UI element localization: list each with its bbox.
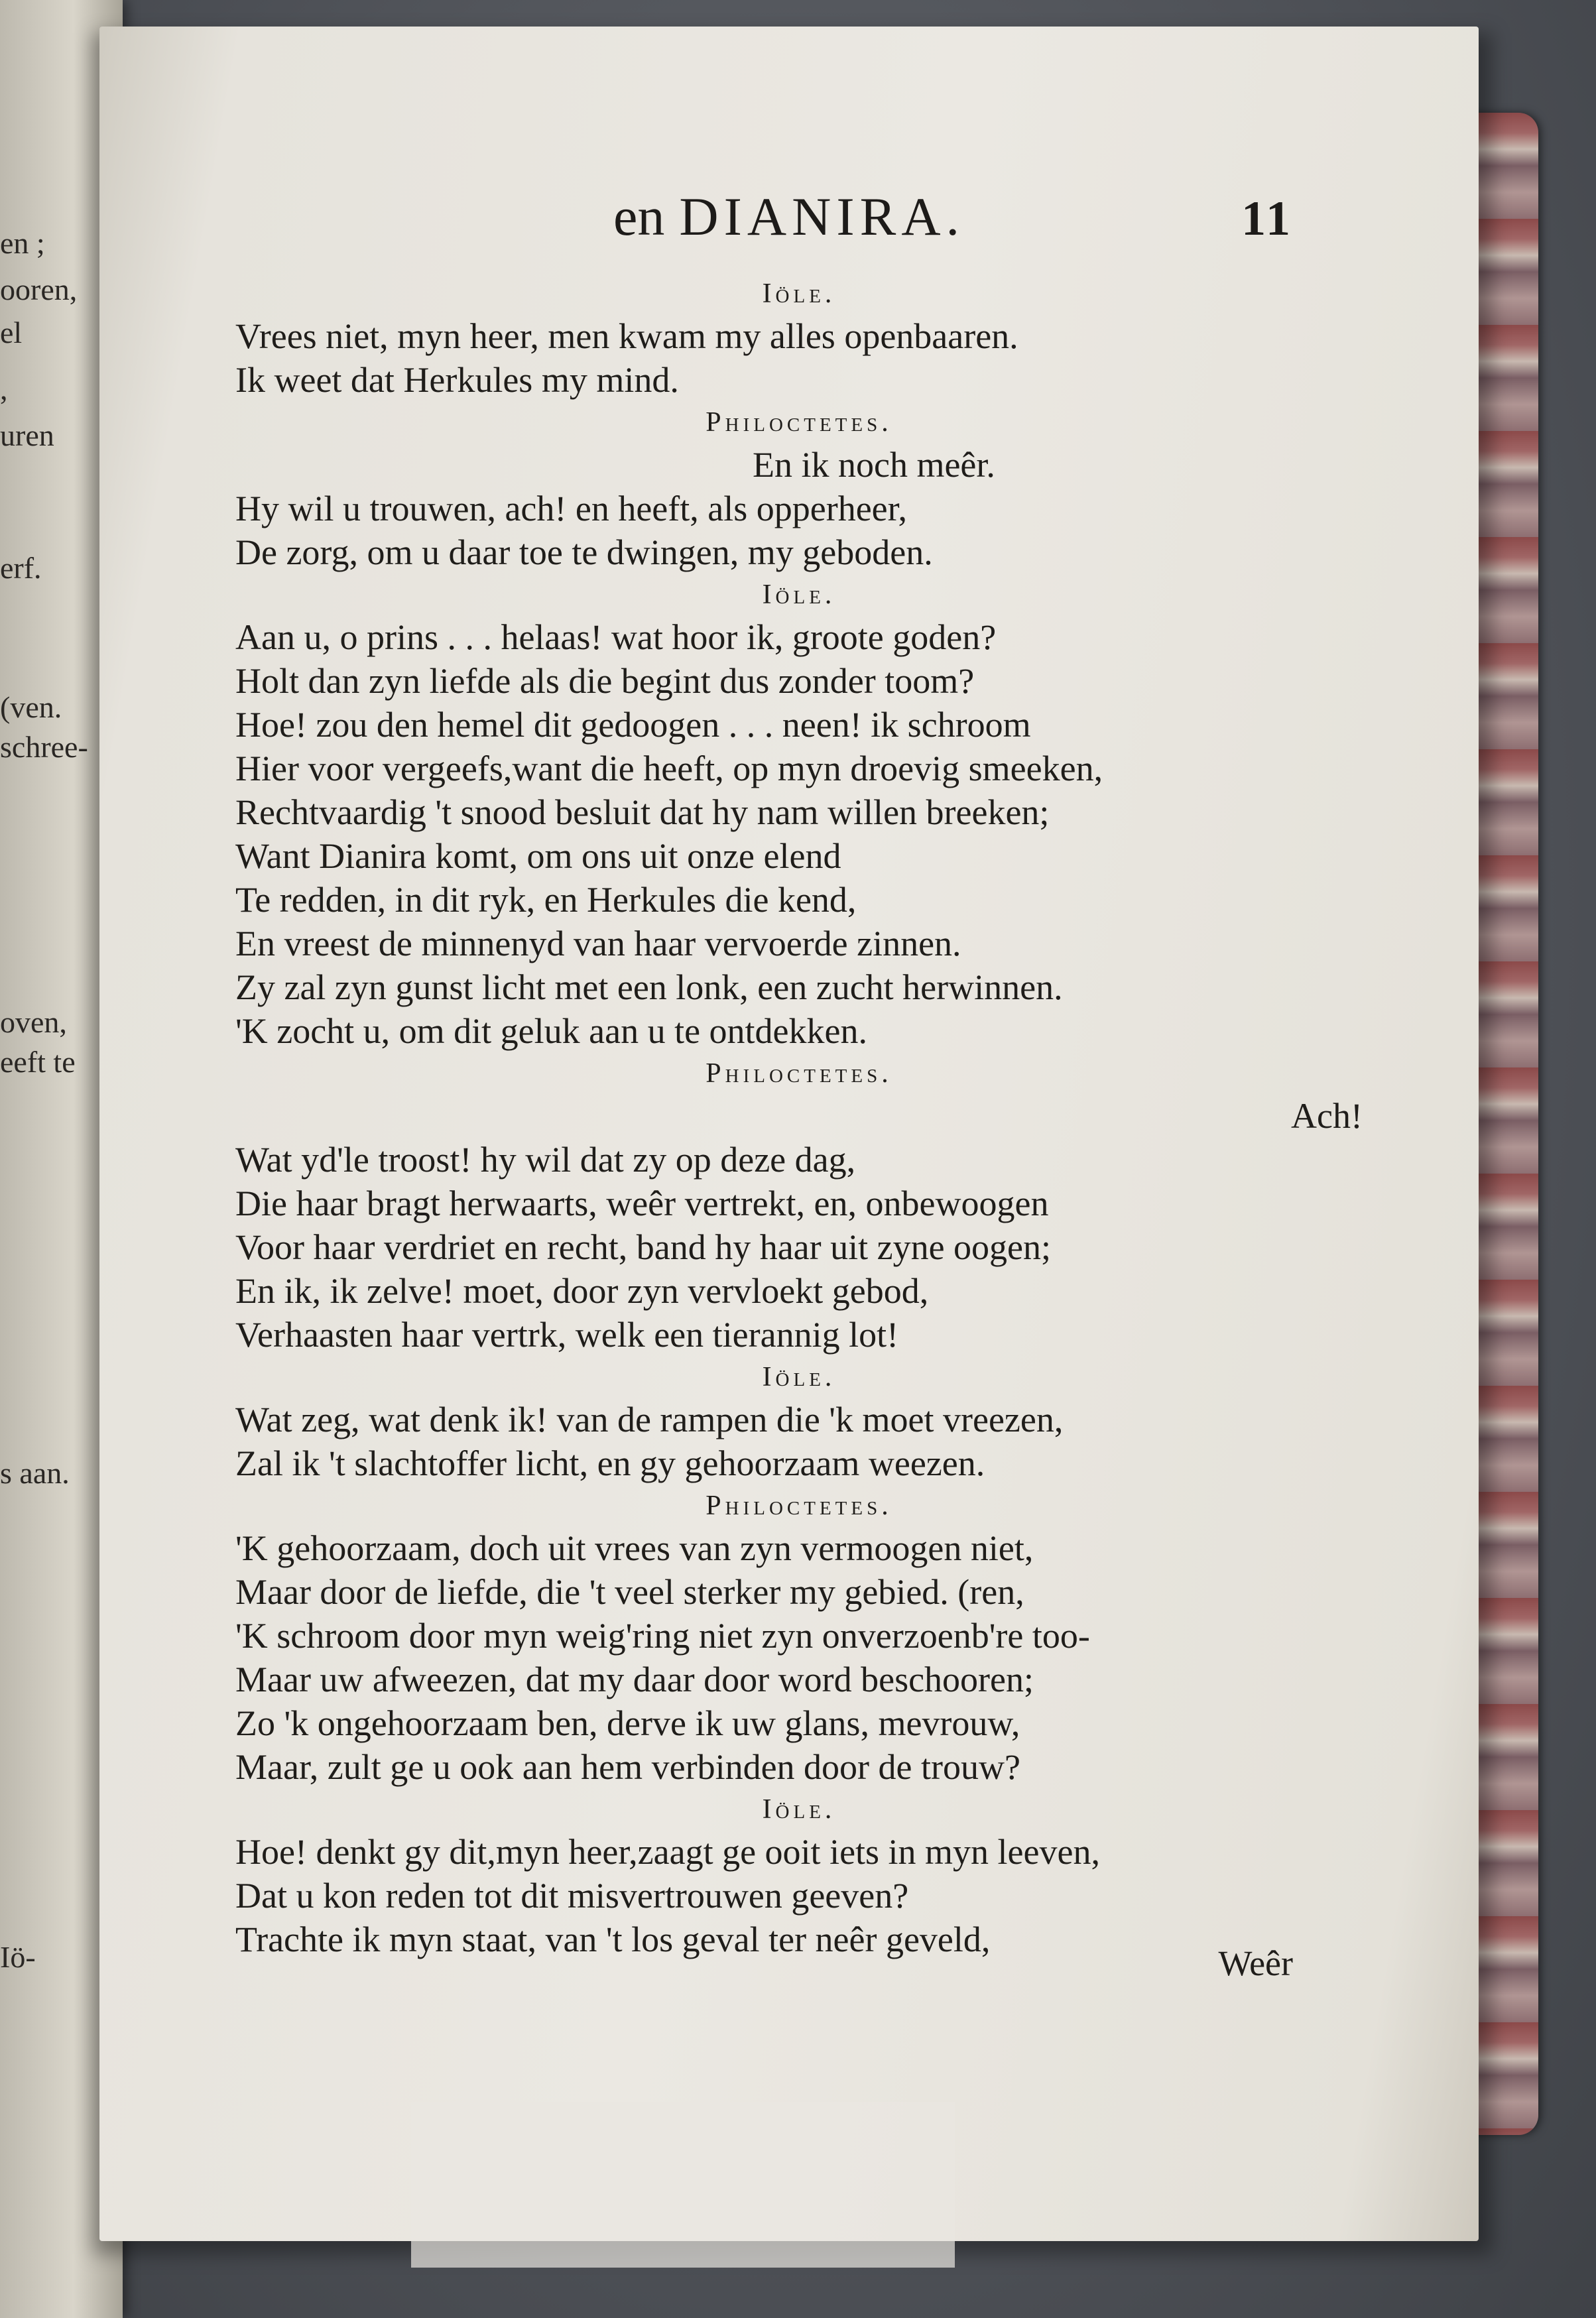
verse-line: Maar, zult ge u ook aan hem verbinden door de trouw? [235,1747,1020,1787]
speaker-name: Iöle. [762,580,836,610]
verse-line: Vrees niet, myn heer, men kwam my alles openbaaren. [235,316,1018,356]
left-fragment: el [0,316,23,349]
speaker-name: Iöle. [762,278,836,309]
verse-line: Aan u, o prins . . . helaas! wat hoor ik, groote goden? [235,617,997,657]
verse-line: Zy zal zyn gunst licht met een lonk, een zucht herwinnen. [235,967,1063,1007]
paper-smudge [411,2102,955,2268]
verse-line: Te redden, in dit ryk, en Herkules die kend, [235,880,857,920]
verse-line: 'K schroom door myn weig'ring niet zyn onverzoenb're too- [235,1616,1090,1656]
page-number: 11 [1241,192,1293,246]
left-fragment: Iö- [0,1940,36,1974]
verse-line: Rechtvaardig 't snood besluit dat hy nam willen breeken; [235,792,1050,832]
verse-line: Maar door de liefde, die 't veel sterker my gebied. (ren, [235,1572,1024,1612]
verse-line: Maar uw afweezen, dat my daar door word beschooren; [235,1660,1034,1699]
left-fragment: schree- [0,730,88,764]
verse-line: Hoe! zou den hemel dit gedoogen . . . neen! ik schroom [235,705,1031,745]
verse-line: Zal ik 't slachtoffer licht, en gy gehoorzaam weezen. [235,1443,985,1483]
speaker-name: Philoctetes. [706,1491,892,1521]
verse-line: De zorg, om u daar toe te dwingen, my geboden. [235,532,933,572]
speaker-name: Iöle. [762,1362,836,1392]
left-fragment: erf. [0,551,42,585]
verse-line: Holt dan zyn liefde als die begint dus zonder toom? [235,661,975,701]
verse-line: 'K gehoorzaam, doch uit vrees van zyn vermoogen niet, [235,1528,1034,1568]
catchword: Weêr [1218,1943,1293,1983]
verse-text [235,273,1363,1961]
speaker-name: Philoctetes. [706,1058,892,1089]
verse-line: Trachte ik myn staat, van 't los geval ter neêr geveld, [235,1920,991,1959]
verse-line: Ik weet dat Herkules my mind. [235,360,679,400]
speaker-name: Philoctetes. [706,407,892,438]
verse-line: Zo 'k ongehoorzaam ben, derve ik uw glans, mevrouw, [235,1703,1020,1743]
verse-line: Wat zeg, wat denk ik! van de rampen die 'k moet vreezen, [235,1400,1064,1439]
verse-line: Dat u kon reden tot dit misvertrouwen geeven? [235,1876,909,1916]
verse-line: Ach! [1291,1096,1363,1136]
speaker-name: Iöle. [762,1794,836,1825]
verse-line: En ik noch meêr. [753,445,995,485]
verse-line: Want Dianira komt, om ons uit onze elend [235,836,841,876]
left-fragment: uren [0,418,54,452]
verse-line: 'K zocht u, om dit geluk aan u te ontdekken. [235,1011,867,1051]
verse-line: Wat yd'le troost! hy wil dat zy op deze dag, [235,1140,856,1180]
left-fragment: en ; [0,226,45,260]
left-fragment: , [0,372,8,406]
verse-line: Voor haar verdriet en recht, band hy haar uit zyne oogen; [235,1227,1052,1267]
left-fragment: eeft te [0,1045,76,1079]
right-page [99,27,1479,2241]
running-head-prefix: en [613,186,665,247]
verse-line: En ik, ik zelve! moet, door zyn vervloekt gebod, [235,1271,929,1311]
left-fragment: s aan. [0,1456,70,1490]
verse-line: En vreest de minnenyd van haar vervoerde zinnen. [235,924,961,963]
left-fragment: oven, [0,1005,67,1039]
verse-line: Hier voor vergeefs,want die heeft, op myn droevig smeeken, [235,749,1103,788]
verse-line: Hy wil u trouwen, ach! en heeft, als opperheer, [235,489,907,528]
verse-line: Hoe! denkt gy dit,myn heer,zaagt ge ooit iets in myn leeven, [235,1832,1100,1872]
verse-line: Die haar bragt herwaarts, weêr vertrekt, en, onbewoogen [235,1184,1049,1223]
running-head-title: DIANIRA. [679,186,965,247]
left-fragment: (ven. [0,690,62,724]
left-fragment: ooren, [0,273,78,306]
verse-line: Verhaasten haar vertrk, welk een tierannig lot! [235,1315,899,1355]
